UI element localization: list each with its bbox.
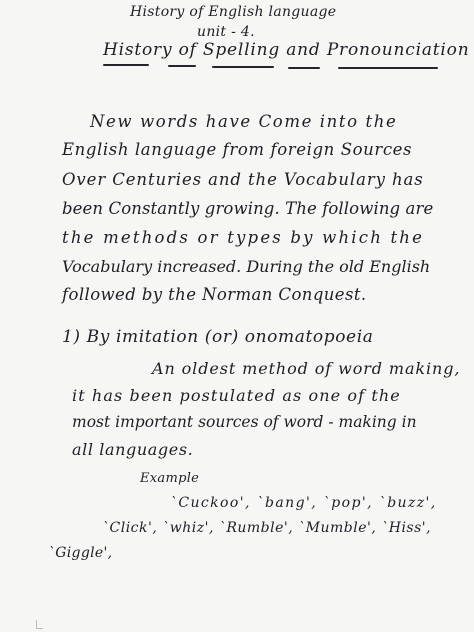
heading-underline [168, 65, 196, 67]
heading-underline [103, 64, 149, 66]
section-heading: 1) By imitation (or) onomatopoeia [62, 327, 374, 347]
page-title: History of English language [130, 4, 337, 20]
example-label: Example [140, 471, 200, 486]
intro-line: English language from foreign Sources [62, 140, 413, 159]
example-line: `Cuckoo', `bang', `pop', `buzz', [170, 495, 437, 511]
intro-line: New words have Come into the [90, 112, 398, 131]
unit-label: unit - 4. [197, 24, 255, 40]
section-line: all languages. [72, 440, 194, 459]
page-corner-mark [36, 620, 43, 629]
intro-line: followed by the Norman Conquest. [62, 285, 367, 304]
intro-line: been Constantly growing. The following are [62, 199, 434, 218]
heading-underline [212, 66, 274, 68]
heading-underline [338, 67, 438, 69]
heading-underline [288, 67, 320, 69]
topic-heading: History of Spelling and Pronounciation [103, 40, 470, 60]
section-line: it has been postulated as one of the [72, 386, 401, 405]
section-line: An oldest method of word making, [152, 359, 461, 378]
intro-line: Over Centuries and the Vocabulary has [62, 170, 424, 189]
section-line: most important sources of word - making in [72, 413, 417, 431]
intro-line: the methods or types by which the [62, 228, 425, 247]
example-line: `Giggle', [48, 545, 113, 561]
example-line: `Click', `whiz', `Rumble', `Mumble', `Hiss', [102, 520, 432, 536]
intro-line: Vocabulary increased. During the old English [62, 257, 431, 276]
